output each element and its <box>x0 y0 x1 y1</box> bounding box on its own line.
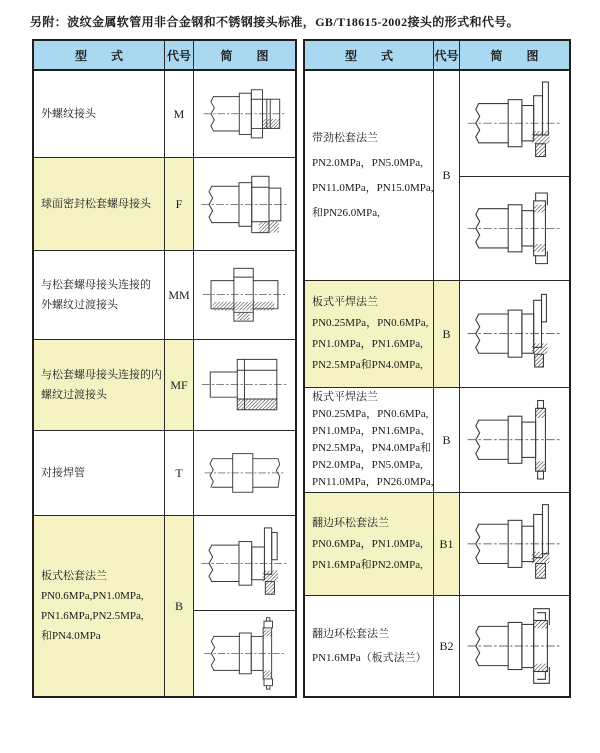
type-text-line: 带劲松套法兰 <box>312 131 378 144</box>
type-text-block <box>41 194 151 214</box>
type-text-block <box>41 365 162 405</box>
sketch-cell <box>194 251 295 339</box>
sketch-subcell <box>460 281 569 387</box>
type-cell <box>34 251 165 339</box>
plate-weld-flange-b-sketch <box>465 394 563 486</box>
table-row <box>34 251 295 340</box>
type-text-line: 与松套螺母接头连接的 <box>41 279 151 291</box>
code-value: T <box>175 465 183 480</box>
code-cell <box>434 281 460 387</box>
note-text: 另附：波纹金属软管用非合金钢和不锈钢接头标准，GB/T18615-2002接头的形式和代号。 <box>30 15 520 29</box>
table-row <box>34 516 295 696</box>
sketch-subcell <box>460 493 569 595</box>
table-header-row <box>34 41 295 71</box>
code-value: MF <box>170 377 188 392</box>
type-text-line: PN11.0MPa，PN15.0MPa, <box>312 181 434 194</box>
type-text-line: PN0.6MPa,PN1.0MPa, <box>41 590 144 602</box>
male-male-adapter-sketch <box>199 256 290 333</box>
flared-ring-loose-flange-sketch <box>465 499 563 589</box>
sketch-cell <box>460 71 569 280</box>
header-cell-type: 型 式 <box>34 41 165 69</box>
type-text-block <box>312 292 428 376</box>
code-value: B <box>442 168 451 182</box>
code-value: B1 <box>439 536 454 551</box>
code-value: B <box>174 598 183 613</box>
sketch-subcell <box>194 610 295 696</box>
male-thread-joint-sketch <box>199 76 290 152</box>
sketch-cell <box>460 493 569 595</box>
type-text-block <box>41 104 96 124</box>
type-cell <box>305 71 434 280</box>
header-cell-sketch: 简 图 <box>220 48 269 63</box>
type-text-line: PN2.0MPa，PN5.0MPa, <box>312 156 423 169</box>
type-text-line: PN1.6MPa和PN2.0MPa, <box>312 558 423 571</box>
type-text-line: PN2.5MPa，PN4.0MPa和 <box>312 442 432 454</box>
plate-weld-flange-a-sketch <box>465 287 563 380</box>
type-cell <box>34 71 165 157</box>
sphere-seal-loose-nut-joint-sketch <box>199 164 290 245</box>
code-value: M <box>173 106 185 121</box>
code-cell <box>165 431 194 515</box>
sketch-subcell <box>194 71 295 157</box>
code-cell <box>434 71 460 280</box>
type-text-line: PN0.6MPa，PN1.0MPa, <box>312 537 423 550</box>
type-cell <box>34 431 165 515</box>
joint-tables-wrapper <box>32 39 600 698</box>
plate-loose-flange-a-sketch <box>199 522 290 605</box>
sketch-subcell <box>194 340 295 430</box>
type-text-line: 板式松套法兰 <box>41 570 107 582</box>
code-cell <box>434 596 460 696</box>
header-cell-type: 型 式 <box>305 41 434 69</box>
type-text-line: 翻边环松套法兰 <box>312 628 389 640</box>
sketch-subcell <box>460 596 569 696</box>
code-cell <box>434 493 460 595</box>
sketch-subcell <box>460 176 569 280</box>
type-text-line: PN1.6MPa（板式法兰） <box>312 652 427 664</box>
type-cell <box>34 158 165 250</box>
type-text-line: 外螺纹接头 <box>41 108 96 120</box>
neck-loose-flange-b-sketch <box>465 183 563 274</box>
code-cell <box>165 516 194 696</box>
header-cell-sketch: 简 图 <box>490 48 539 63</box>
code-cell <box>434 388 460 492</box>
type-text-line: PN11.0MPa，PN26.0MPa, <box>312 476 434 488</box>
type-text-block <box>41 566 144 646</box>
type-text-line: PN0.25MPa，PN0.6MPa, <box>312 317 429 329</box>
type-text-line: 板式平焊法兰 <box>312 391 378 403</box>
type-text-line: PN1.0MPa，PN1.6MPa、 <box>312 425 432 437</box>
sketch-cell <box>460 596 569 696</box>
plate-loose-flange-b-sketch <box>199 616 290 691</box>
type-cell <box>34 516 165 696</box>
code-value: MM <box>168 287 190 302</box>
type-text-line: 和PN4.0MPa <box>41 630 101 642</box>
neck-loose-flange-a-sketch <box>465 77 563 169</box>
joints-table-left <box>32 39 297 698</box>
code-value: B2 <box>439 638 454 653</box>
sketch-cell <box>460 281 569 387</box>
sketch-subcell <box>194 516 295 610</box>
code-value: B <box>442 326 451 341</box>
table-row <box>305 493 569 596</box>
type-cell <box>34 340 165 430</box>
code-cell <box>165 71 194 157</box>
sketch-subcell <box>460 71 569 176</box>
type-text-line: PN2.5MPa和PN4.0MPa, <box>312 359 423 371</box>
table-row <box>305 281 569 388</box>
sketch-cell <box>194 71 295 157</box>
type-text-block <box>41 463 85 483</box>
table-header-row <box>305 41 569 71</box>
type-text-line: 与松套螺母接头连接的内 <box>41 369 162 381</box>
sketch-subcell <box>194 251 295 339</box>
type-text-block <box>312 622 427 670</box>
type-text-line: 和PN26.0MPa, <box>312 206 380 219</box>
code-cell <box>165 340 194 430</box>
sketch-subcell <box>194 158 295 250</box>
sketch-cell <box>194 431 295 515</box>
joints-table-right <box>303 39 571 698</box>
table-row <box>34 431 295 516</box>
type-cell <box>305 388 434 492</box>
code-value: F <box>175 196 183 211</box>
header-cell-code: 代号 <box>165 41 194 69</box>
type-cell <box>305 493 434 595</box>
sketch-subcell <box>194 431 295 515</box>
sketch-cell <box>194 516 295 696</box>
type-text-block <box>41 275 151 315</box>
type-cell <box>305 596 434 696</box>
sketch-subcell <box>460 388 569 492</box>
table-row <box>305 71 569 281</box>
type-text-line: PN1.6MPa,PN2.5MPa, <box>41 610 144 622</box>
type-cell <box>305 281 434 387</box>
code-value: B <box>442 432 451 447</box>
type-text-line: 螺纹过渡接头 <box>41 389 107 401</box>
type-text-line: 球面密封松套螺母接头 <box>41 198 151 210</box>
header-cell-code: 代号 <box>434 41 460 69</box>
type-text-line: PN1.0MPa，PN1.6MPa, <box>312 338 423 350</box>
type-text-line: 对接焊管 <box>41 467 85 479</box>
type-text-block <box>312 513 423 576</box>
sketch-cell <box>194 158 295 250</box>
table-row <box>34 71 295 158</box>
table-row <box>34 340 295 431</box>
sketch-cell <box>460 388 569 492</box>
type-text-line: 外螺纹过渡接头 <box>41 299 118 311</box>
type-text-line: 翻边环松套法兰 <box>312 516 389 529</box>
code-cell <box>165 251 194 339</box>
type-text-line: PN0.25MPa，PN0.6MPa, <box>312 408 429 420</box>
type-text-line: 板式平焊法兰 <box>312 296 378 308</box>
type-text-block <box>312 389 434 491</box>
flared-ring-plate-flange-sketch <box>465 602 563 690</box>
table-row <box>34 158 295 251</box>
male-female-adapter-sketch <box>199 345 290 424</box>
type-text-line: PN2.0MPa，PN5.0MPa, <box>312 459 423 471</box>
sketch-cell <box>194 340 295 430</box>
butt-weld-pipe-sketch <box>199 436 290 510</box>
table-row <box>305 388 569 493</box>
table-row <box>305 596 569 696</box>
code-cell <box>165 158 194 250</box>
type-text-block <box>312 126 434 226</box>
